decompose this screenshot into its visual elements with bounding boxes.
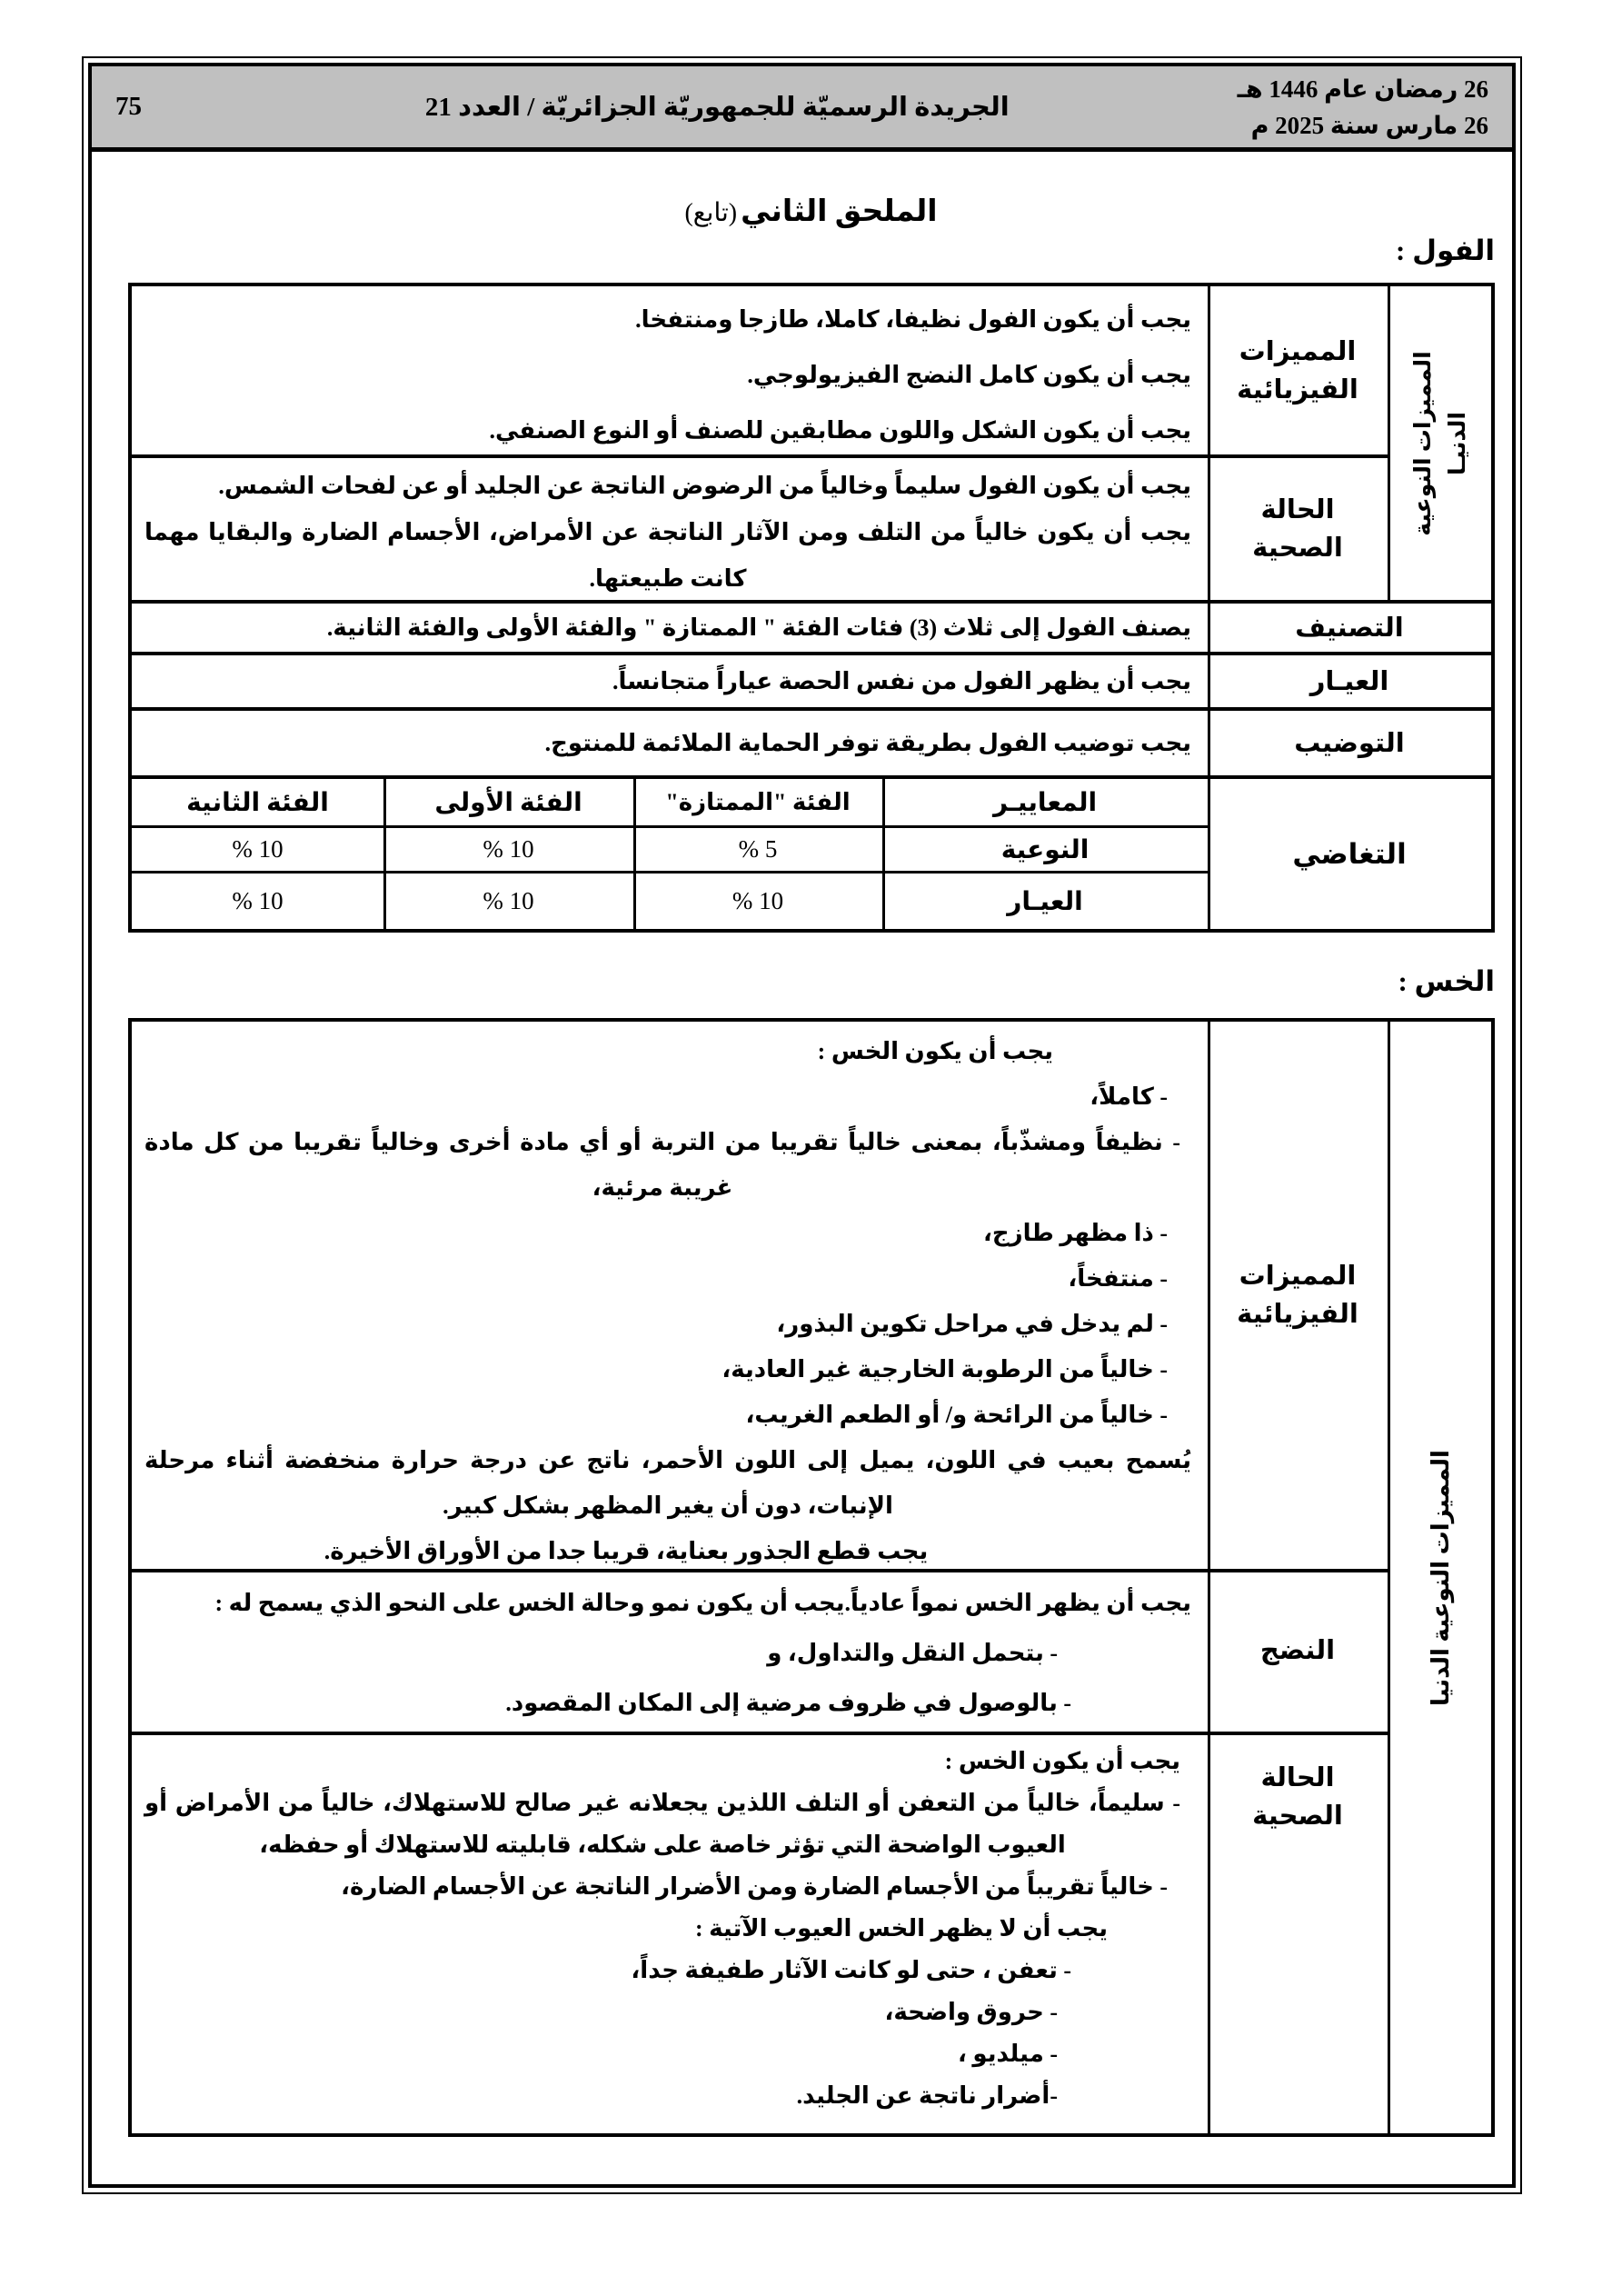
section-heading-lettuce: الخس :	[1398, 965, 1495, 997]
beans-health-label: الحالة الصحية	[1252, 495, 1343, 563]
beans-health-line: يجب أن يكون الفول سليماً وخالياً من الرضوض الناتجة عن الجليد أو عن لفحات الشمس.	[218, 473, 1191, 499]
tolerance-col-second: الفئة الثانية	[186, 788, 329, 817]
tolerance-quality-extra: % 5	[738, 835, 778, 863]
beans-health-line: يجب أن يكون خالياً من التلف ومن الآثار الناتجة عن الأمراض، الأجسام الضارة والبقايا مهما كانت طبيعتها.	[144, 519, 1191, 592]
lettuce-physical-cell	[132, 1029, 1208, 1569]
annex-title-suffix: (تابع)	[684, 199, 738, 227]
lettuce-maturity-line: - بتحمل النقل والتداول، و	[767, 1640, 1058, 1666]
annex-title	[0, 193, 1622, 229]
lettuce-health-line: - تعفن ، حتى لو كانت الآثار طفيفة جداً،	[631, 1957, 1071, 1983]
beans-health-cell	[132, 461, 1208, 599]
beans-physical-label: المميزات الفيزيائية	[1237, 336, 1358, 404]
lettuce-maturity-line: - بالوصول في ظروف مرضية إلى المكان المقصود.	[505, 1690, 1071, 1716]
lettuce-physical-line: يُسمح بعيب في اللون، يميل إلى اللون الأحمر، ناتج عن درجة حرارة منخفضة أثناء مرحلة الإنبات، دون أن يغير المظهر بشكل كبير.	[144, 1447, 1191, 1519]
beans-physical-line: يجب أن يكون الشكل واللون مطابقين للصنف أو النوع الصنفي.	[489, 417, 1191, 444]
lettuce-side-label-cell	[1390, 1022, 1491, 2133]
section-heading-beans: الفول :	[1396, 235, 1495, 266]
lettuce-physical-line: - خالياً من الرطوبة الخارجية غير العادية،	[721, 1356, 1168, 1383]
tolerance-caliber-second: % 10	[232, 887, 284, 914]
tolerance-quality-first: % 10	[483, 835, 534, 863]
lettuce-health-line: - ميلديو ،	[958, 2041, 1058, 2067]
tolerance-col-extra: الفئة "الممتازة"	[665, 788, 851, 815]
lettuce-health-label: الحالة الصحية	[1252, 1763, 1343, 1831]
lettuce-physical-label: المميزات الفيزيائية	[1237, 1262, 1358, 1329]
lettuce-health-line: - خالياً تقريباً من الأجسام الضارة ومن الأضرار الناتجة عن الأجسام الضارة،	[341, 1873, 1168, 1900]
beans-caliber-label: العيـار	[1309, 666, 1389, 696]
beans-side-label-cell	[1390, 286, 1491, 600]
beans-side-label: المميزات النوعية الدنيـا	[1410, 350, 1470, 536]
beans-physical-line: يجب أن يكون الفول نظيفا، كاملا، طازجا ومنتفخا.	[635, 306, 1191, 333]
header-bar	[92, 66, 1512, 152]
lettuce-maturity-label: النضج	[1259, 1635, 1336, 1665]
tolerance-quality-second: % 10	[232, 835, 284, 863]
lettuce-health-line: -أضرار ناتجة عن الجليد.	[796, 2082, 1058, 2109]
beans-packaging-label: التوضيب	[1294, 728, 1405, 758]
lettuce-maturity-line: يجب أن يظهر الخس نمواً عادياً.يجب أن يكون نمو وحالة الخس على النحو الذي يسمح له :	[214, 1590, 1191, 1616]
beans-classification-label: التصنيف	[1295, 613, 1404, 643]
lettuce-health-line: يجب أن يكون الخس :	[944, 1748, 1180, 1774]
divider	[132, 1732, 1390, 1735]
lettuce-physical-line: - كاملاً،	[1090, 1083, 1168, 1110]
tolerance-caliber-first: % 10	[483, 887, 534, 914]
lettuce-physical-line: يجب أن يكون الخس :	[817, 1038, 1053, 1064]
beans-packaging-cell: يجب توضيب الفول بطريقة توفر الحماية الملائمة للمنتوج.	[544, 729, 1191, 756]
header-dates	[1238, 71, 1488, 144]
lettuce-health-line: يجب أن لا يظهر الخس العيوب الآتية :	[694, 1915, 1108, 1942]
tolerance-row-quality: النوعية	[1000, 835, 1090, 864]
lettuce-physical-line: - نظيفاً ومشذّباً، بمعنى خالياً تقريبا من التربة أو أي مادة أخرى وخالياً تقريبا من كل مادة غريبة مرئية،	[144, 1129, 1180, 1201]
tolerance-col-criteria: المعاييـر	[992, 788, 1098, 817]
lettuce-maturity-cell	[132, 1578, 1208, 1732]
beans-table	[128, 283, 1495, 933]
beans-tolerance-label: التغاضي	[1292, 837, 1407, 870]
lettuce-health-line: - حروق واضحة،	[884, 1999, 1058, 2025]
tolerance-row-caliber: العيـار	[1007, 887, 1083, 916]
lettuce-health-cell	[132, 1741, 1208, 2133]
journal-title: الجريدة الرسميّة للجمهوريّة الجزائريّة / العدد 21	[424, 93, 1010, 122]
lettuce-physical-line: - منتفخاً،	[1068, 1265, 1168, 1292]
beans-physical-line: يجب أن يكون كامل النضج الفيزيولوجي.	[747, 362, 1191, 388]
lettuce-health-line: - سليماً، خالياً من التعفن أو التلف اللذين يجعلانه غير صالح للاستهلاك، خالياً من الأمراض أو العيوب الواضحة التي تؤثر خاصة على شكله، قابليته للاستهلاك أو حفظه،	[144, 1790, 1180, 1858]
tolerance-caliber-extra: % 10	[731, 887, 784, 914]
lettuce-physical-line: - لم يدخل في مراحل تكوين البذور،	[776, 1311, 1168, 1337]
beans-classification-cell: يصنف الفول إلى ثلاث (3) فئات الفئة " الممتازة " والفئة الأولى والفئة الثانية.	[326, 614, 1191, 641]
date-hijri: 26 رمضان عام 1446 هـ	[1237, 75, 1488, 103]
beans-physical-cell	[132, 288, 1208, 454]
tolerance-col-first: الفئة الأولى	[434, 788, 582, 817]
beans-caliber-cell: يجب أن يظهر الفول من نفس الحصة عياراً متجانساً.	[612, 667, 1191, 694]
annex-title-main: الملحق الثاني	[741, 195, 938, 228]
lettuce-table	[128, 1018, 1495, 2137]
lettuce-physical-line: - ذا مظهر طازج،	[982, 1220, 1168, 1246]
lettuce-physical-line: يجب قطع الجذور بعناية، قريبا جدا من الأوراق الأخيرة.	[323, 1538, 929, 1564]
date-gregorian: 26 مارس سنة 2025 م	[1250, 111, 1488, 139]
lettuce-physical-line: - خالياً من الرائحة و/ أو الطعم الغريب،	[745, 1402, 1168, 1428]
lettuce-side-label: المميزات النوعية الدنيا	[1427, 1449, 1454, 1706]
page-number: 75	[115, 92, 142, 121]
